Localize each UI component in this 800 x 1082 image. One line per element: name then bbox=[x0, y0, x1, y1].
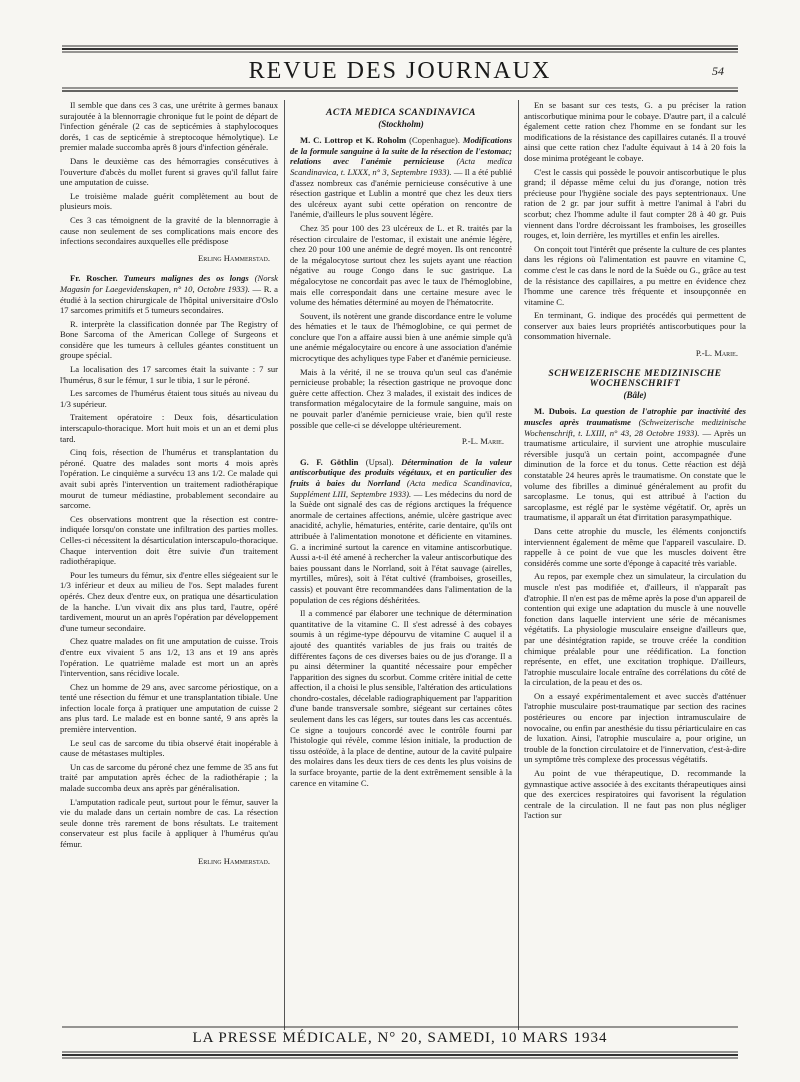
article-signature: P.-L. Marie. bbox=[695, 348, 738, 359]
paragraph: Le seul cas de sarcome du tibia observé était inopérable à cause de métastases multiples. bbox=[60, 737, 278, 759]
article-author: G. F. Göthlin bbox=[300, 456, 359, 467]
article-heading bbox=[60, 273, 278, 315]
paragraph: — Les médecins du nord de la Suède ont signalé des cas de régions arctiques la fréquence anormale de certaines affections, anémie, ulcère gastrique avec anacidité, achylie, hématuries, entérite, carie dentaire, qu'ils ont attribuée à l'alimentation monotone et déficiente en vitamines. G. a incriminé surtout la carence en vitamine antiscorbutique. Aussi a-t-il été amené à rechercher la valeur antiscorbutique des baies poussant dans le Norrland, soit à l'état sauvage (airelles, myrtilles, mûres), soit à l'état cultivé (framboises, groseilles, cassis) et pouvant être recommandées dans l'alimentation de la population de ces régions déshéritées. bbox=[290, 488, 512, 605]
article-source: (Norsk Magasin for Laegevidenskapen, n° 10, Octobre 1933). bbox=[60, 273, 278, 294]
article-title: Détermination de la valeur antiscorbutique des produits végétaux, et en particulier des fruits à baies du Norrland bbox=[290, 456, 513, 488]
header-rule-top bbox=[62, 44, 738, 54]
paragraph: Ces observations montrent que la résection est contre-indiquée lorsqu'on constate une infiltration des parties molles. Celles-ci nécessitent la désarticulation interscapulo-thoracique. Chaque intervention doit être suivie d'un traitement radiothérapique. bbox=[60, 513, 278, 567]
article-heading bbox=[290, 457, 512, 605]
paragraph: Les sarcomes de l'humérus étaient tous situés au niveau du 1/3 supérieur. bbox=[60, 388, 278, 409]
paragraph: Le troisième malade guérit complètement au bout de plusieurs mois. bbox=[60, 190, 278, 212]
article-source: (Acta medica Scandinavica, Supplément LIII, Septembre 1933). bbox=[290, 478, 512, 499]
article-heading bbox=[524, 406, 746, 523]
paragraph: On a essayé expérimentalement et avec succès d'atténuer l'atrophie musculaire post-traumatique par section des racines postérieures ou encore par injection intramusculaire de novocaïne, ou enfin par anesthésie du tissu périarticulaire en cas de luxation. Ainsi, l'atrophie musculaire a, pour origine, un trouble de la fonction circulatoire et de l'innervation, c'est-à-dire un symptôme très complexe des processus végétatifs. bbox=[524, 690, 746, 765]
journal-heading: ACTA MEDICA SCANDINAVICA bbox=[326, 107, 476, 118]
footer-rule-bottom bbox=[62, 1050, 738, 1060]
article-signature: P.-L. Marie. bbox=[461, 436, 504, 447]
paragraph: R. interprète la classification donnée par The Registry of Bone Sarcoma of the American College of Surgeons et considère que les tumeurs à cellules géantes constituent un groupe spécial. bbox=[60, 318, 278, 361]
page-header-title: REVUE DES JOURNAUX bbox=[248, 58, 552, 84]
paragraph: Au point de vue thérapeutique, D. recommande la gymnastique active associée à des excitants thérapeutiques ainsi que des exercices respiratoires qui favorisent la régulation centrale de la circulation. Il ne faut pas non plus négliger l'action sur bbox=[524, 768, 746, 821]
paragraph: Chez quatre malades on fit une amputation de cuisse. Trois d'entre eux vivaient 5 ans 1/2, 13 ans et 19 ans après l'opération. Le quatrième malade est mort un an après l'intervention, sans récidive locale. bbox=[60, 636, 278, 679]
article-heading bbox=[290, 135, 512, 220]
journal-city: (Stockholm) bbox=[378, 118, 424, 129]
paragraph: L'amputation radicale peut, surtout pour le fémur, sauver la vie du malade dans un certain nombre de cas. La résection seule donne très rarement de bons résultats. Le traitement conservateur est plus facile à appliquer à l'humérus qu'au fémur. bbox=[60, 796, 278, 849]
paragraph: En se basant sur ces tests, G. a pu préciser la ration antiscorbutique minima pour le cobaye. D'autre part, il a calculé également cette ration chez l'homme en se fondant sur les modifications de la résistance des capillaires cutanés. Il a trouvé ainsi que cette ration chez l'adulte équivaut à 14 à 20 fois la dose minima protégeant le cobaye. bbox=[524, 100, 746, 163]
paragraph: Il a commencé par élaborer une technique de détermination quantitative de la vitamine C. Il s'est adressé à des cobayes soumis à un régime-type dépourvu de vitamine C auquel il a ajouté des quantités variables de jus frais ou traités de différentes façons de ces diverses baies ou de jus d'orange. Il a pu ainsi déterminer la quantité nécessaire pour empêcher l'apparition des signes du scorbut. Comme critère initial de cette affection, il a choisi le plus sensible, l'altération des articulations chondro-costales, décelable radiographiquement par l'apparition d'une bande transversale sombre, siégeant sur certaines côtes seulement dans les cas légers, sur toutes dans les cas accentués. Ce signe a toujours concordé avec le contrôle fourni par l'histologie qui révèle, comme lésion initiale, la production de tissu ostéoïde, à la place de dentine, autour de la cavité pulpaire des molaires dans les deux tiers de ces dents les plus voisins de la surface broyante, partie de la dent extrêmement sensible à la carence en vitamine C. bbox=[290, 608, 512, 788]
journal-city: (Bâle) bbox=[623, 389, 647, 400]
column-left bbox=[60, 100, 278, 876]
journal-heading: SCHWEIZERISCHE MEDIZINISCHE WOCHENSCHRIFT bbox=[548, 367, 722, 390]
article-affiliation: (Copenhague). bbox=[409, 135, 460, 146]
article-author: M. C. Lottrop et K. Roholm bbox=[300, 135, 407, 146]
paragraph: Mais à la vérité, il ne se trouva qu'un seul cas d'anémie pernicieuse probable; la résection gastrique ne provoque donc guère cette affection. Chez 3 malades, il existait des indices de transformation mégalocytaire de la formule sanguine, mais on ne pouvait parler d'anémie pernicieuse vraie, bien qu'il reste possible que celle-ci se développe ultérieurement. bbox=[290, 366, 512, 430]
paragraph: Dans cette atrophie du muscle, les éléments conjonctifs interviennent également de même que l'appareil vasculaire. D. rappelle à ce point de vue que les muscles doivent être considérés comme une sorte d'éponge à capacité très variable. bbox=[524, 525, 746, 568]
paragraph: Souvent, ils notèrent une grande discordance entre le volume des hématies et le taux de l'hémoglobine, ce qui permet de conclure que l'on a affaire aussi bien à une anémie simple qu'à une anémie mégalocytaire ou encore à une association d'anémie microcytique des achyliques type Faber et d'anémie pernicieuse. bbox=[290, 310, 512, 364]
paragraph: Cinq fois, résection de l'humérus et transplantation du péroné. Quatre des malades sont morts 4 mois après l'opération. Le cinquième a survécu 13 ans 1/2. Ce malade qui avait subi après l'intervention un traitement radiothérapique mourut de tumeur médiastine, probablement secondaire au sarcome. bbox=[60, 447, 278, 511]
page-number: 54 bbox=[712, 64, 724, 78]
article-source: (Schweizerische medizinische Wochenschrift, t. LXIII, n° 43, 28 Octobre 1933). bbox=[524, 417, 746, 438]
paragraph: — Il a été publié d'assez nombreux cas d'anémie pernicieuse consécutive à une résection gastrique et Lublin a montré que chez les deux tiers des ulcéreux ayant subi cette opération on rencontre de l'anémie, d'ailleurs le plus souvent légère. bbox=[290, 166, 512, 220]
paragraph: Chez 35 pour 100 des 23 ulcéreux de L. et R. traités par la résection circulaire de l'estomac, il existait une anémie légère, chez 20 pour 100 une anémie de degré moyen. Ils ont rencontré de la mégalocytose surtout chez les sujets ayant une réaction négative au rouge Congo dans le suc gastrique. La mégalocytose ne concordait pas avec le taux de l'hémoglobine, mais elle correspondait dans une certaine mesure avec le volume des hématies déterminé au moyen de l'hématocrite. bbox=[290, 222, 512, 308]
paragraph: Ces 3 cas témoignent de la gravité de la blennorragie à cause non seulement de ses complications mais encore des infections secondaires auxquelles elle prédispose bbox=[60, 214, 278, 247]
column-right bbox=[524, 100, 746, 824]
paragraph: — Après un traumatisme articulaire, il survient une atrophie musculaire réversible jusqu'à un certain point, accompagnée d'une diminution de la force et du tonus. Cette réaction est déjà constatable 24 heures après le traumatisme. On constate que le volume des fibrilles a diminué généralement au profit du sarcoplasme. Le tonus, qui est attribué à l'action du sarcoplasme, est réglé par le système végétatif. Or, après un traumatisme, il apparaît un état d'irritation parasympathique. bbox=[524, 427, 746, 523]
article-title: Modifications de la formule sanguine à la suite de la résection de l'estomac; relations avec l'anémie pernicieuse bbox=[290, 135, 512, 167]
paragraph: On conçoit tout l'intérêt que présente la culture de ces plantes dans les régions où l'alimentation est pauvre en vitamine C, comme c'est le cas dans le nord de la Suède ou G., grâce au test de la résistance des capillaires, a pu mettre en évidence chez l'homme une carence très fréquente et insoupçonnée en vitamine C. bbox=[524, 243, 746, 307]
paragraph: C'est le cassis qui possède le pouvoir antiscorbutique le plus grand; il dépasse même celui du jus d'orange, notion très précieuse pour l'hygiène sociale des pays septentrionaux. Une ration de 2 gr. par jour suffit à mettre l'animal à l'abri du scorbut; chez l'homme adulte il faut compter 28 à 40 gr. Puis viennent dans l'ordre décroissant les framboises, les groseilles rouges, et, loin derrière, les myrtilles et enfin les airelles. bbox=[524, 166, 746, 241]
article-signature: Erling Hammerstad. bbox=[198, 855, 270, 866]
article-author: Fr. Roscher. bbox=[70, 273, 118, 284]
paragraph: Il semble que dans ces 3 cas, une urétrite à germes banaux surajoutée à la blennorragie chronique fut le point de départ de l'infection générale (2 cas de septicémies à staphylocoques dorés, 1 cas de septicémie à streptocoque hémolytique). Le premier malade succomba après 8 jours d'infection générale. bbox=[60, 100, 278, 153]
article-source: (Acta medica Scandinavica, t. LXXX, n° 3, Septembre 1933). bbox=[290, 156, 513, 177]
column-divider-2 bbox=[518, 100, 519, 1030]
paragraph: Traitement opératoire : Deux fois, désarticulation interscapulo-thoracique. Mort huit mois et un an et demi plus tard. bbox=[60, 412, 278, 444]
paragraph: Un cas de sarcome du péroné chez une femme de 35 ans fut traité par amputation après échec de la radiothérapie ; la malade succomba deux ans après par généralisation. bbox=[60, 761, 278, 794]
paragraph: En terminant, G. indique des procédés qui permettent de conserver aux baies leurs propriétés antiscorbutiques pour la consommation hivernale. bbox=[524, 310, 746, 342]
page-footer: LA PRESSE MÉDICALE, N° 20, SAMEDI, 10 MARS 1934 bbox=[192, 1030, 608, 1046]
paragraph: Pour les tumeurs du fémur, six d'entre elles siégeaient sur le 1/3 inférieur et deux au milieu de l'os. Sept malades furent opérés. Chez deux d'entre eux, on pratiqua une désarticulation de la hanche. L'un vivait dix ans plus tard, l'autre, opéré tardivement, mourut un an après l'opération par développement d'une tumeur secondaire. bbox=[60, 569, 278, 633]
paragraph: La localisation des 17 sarcomes était la suivante : 7 sur l'humérus, 8 sur le fémur, 1 sur le tibia, 1 sur le péroné. bbox=[60, 364, 278, 385]
column-divider-1 bbox=[284, 100, 285, 1030]
article-title: La question de l'atrophie par inactivité des muscles après traumatisme bbox=[524, 406, 746, 428]
paragraph: — R. a étudié à la section chirurgicale de l'hôpital universitaire d'Oslo 17 sarcomes primitifs et 5 tumeurs secondaires. bbox=[60, 283, 278, 316]
header-rule-bottom bbox=[62, 86, 738, 94]
article-signature: Erling Hammerstad. bbox=[198, 252, 270, 263]
article-author: M. Dubois. bbox=[534, 406, 577, 417]
column-middle bbox=[290, 100, 512, 791]
paragraph: Chez un homme de 29 ans, avec sarcome périostique, on a tenté une résection du fémur et une transplantation tibiale. Une infection locale força à pratiquer une amputation de cuisse 2 ans plus tard. Le malade est en bonne santé, 9 ans après la première intervention. bbox=[60, 681, 278, 735]
article-affiliation: (Upsal). bbox=[365, 456, 394, 467]
paragraph: Dans le deuxième cas des hémorragies consécutives à l'ouverture d'abcès du mollet furent si graves qu'il fallut faire une amputation de cuisse. bbox=[60, 155, 278, 188]
article-title: Tumeurs malignes des os longs bbox=[123, 273, 249, 284]
paragraph: Au repos, par exemple chez un simulateur, la circulation du muscle n'est pas modifiée et, d'ailleurs, il n'apparaît pas d'atrophie. Il n'en est pas de même après la pose d'un appareil de contention qui exige une adaptation du muscle à une nouvelle fonction dans laquelle intervient une série de mécanismes végétatifs. La physiologie musculaire enseigne d'ailleurs que, par une désintégration rapide, se trouve créée la condition chimique préalable pour une réédification. La fonction représente, en effet, une excitation trophique. D'ailleurs, l'atrophie musculaire locale entraîne des corrélations du côté de la circulation, de la peau et des os. bbox=[524, 571, 746, 688]
